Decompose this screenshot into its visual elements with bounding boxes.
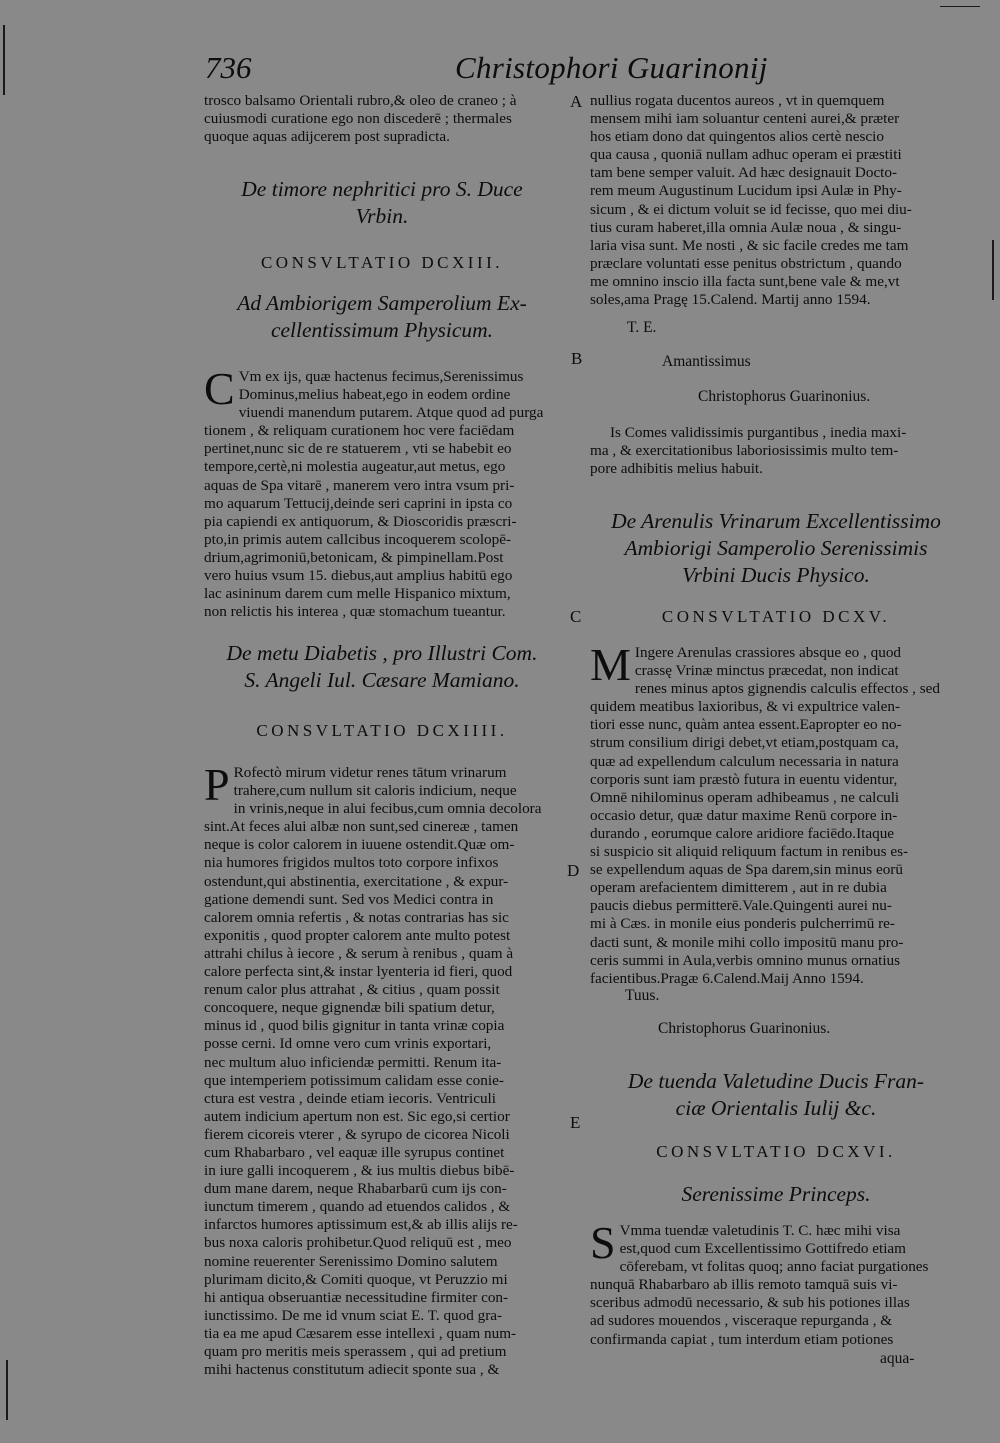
text-line: paucis diebus permitterē.Vale.Quingenti aurei nu- <box>590 897 892 915</box>
consultation-heading: CONSVLTATIO DCXIIII. <box>256 721 508 740</box>
text-line: ostendunt,qui abstinentia, exercitatione , & expur- <box>204 872 509 890</box>
text-line: autem indicium apertum non est. Sic ego,si certior <box>204 1107 510 1125</box>
text-line: corporis sunt iam præstò futura in euentu videntur, <box>590 770 898 788</box>
text-line: in vrinis,neque in alui fecibus,cum omnia decolora <box>233 800 542 818</box>
text-line: Dominus,melius habeat,ego in eodem ordine <box>238 386 511 404</box>
text-line: operam arefacientem dimitterem , aut in re dubia <box>590 879 887 897</box>
text-line: dacti sunt, & monile mihi collo impositū manu pro- <box>590 933 904 951</box>
text-line: qua causa , quoniā nullam adhuc operam ei præstiti <box>590 146 902 164</box>
text-line: Rofectò mirum videtur renes tātum vrinarum <box>233 764 507 781</box>
section-614-body <box>204 759 560 1379</box>
text-line: iunctum timerem , quando ad etuendos calidos , & <box>204 1198 511 1216</box>
text-line: tiori esse nunc, quàm antea essent.Eapropter eo no- <box>590 716 902 734</box>
drop-cap: S <box>590 1217 616 1268</box>
left-column <box>204 92 560 146</box>
text-line: ad sudores mouendos , visceraque repurganda , & <box>590 1312 893 1330</box>
section-title-line: De metu Diabetis , pro Illustri Com. <box>226 641 538 665</box>
text-line: nomine reuerenter Serenissimo Domino salutem <box>204 1252 498 1270</box>
text-line: trahere,cum nullum sit caloris indicium, neque <box>233 782 517 800</box>
text-line: pto,in primis autem callcibus incoquerem scolopē- <box>204 530 512 548</box>
text-line: in iure galli incoquerem , & ius multis diebus bibē- <box>204 1162 515 1180</box>
text-line: infarctos humores aptissimum est,& ab illis alijs re- <box>204 1216 518 1234</box>
margin-letter-c: C <box>570 607 582 626</box>
text-line: tempore,certè,ni molestia augeatur,aut metus, ego <box>204 458 506 476</box>
margin-letter-a: A <box>570 92 583 111</box>
text-line: se expellendum aquas de Spa darem,sin minus eorū <box>590 861 903 879</box>
section-title-line: Vrbini Ducis Physico. <box>682 563 870 587</box>
text-line: nia humores frigidos multos toto corpore infixos <box>204 854 499 872</box>
text-line: durando , eorumque calore aridiore faciēdo.Itaque <box>590 824 895 842</box>
text-line: non relictis his interea , quæ stomachum tueantur. <box>204 603 506 621</box>
catchword: aqua- <box>880 1350 915 1367</box>
text-line: nunquā Rhabarbaro ab illis remoto tamquā suis vi- <box>590 1276 898 1294</box>
text-line: est,quod cum Excellentissimo Gottifredo etiam <box>619 1240 906 1258</box>
text-line: Ingere Arenulas crassiores absque eo , quod <box>634 644 902 661</box>
text-line: hi antiqua obseruantiæ necessitudine firmiter con- <box>204 1288 509 1306</box>
scan-edge-mark <box>6 1360 8 1420</box>
text-line: nullius rogata ducentos aureos , vt in quemquem <box>590 92 885 109</box>
text-line: cōferebam, vt folitas quoq; anno faciat purgationes <box>619 1258 929 1276</box>
margin-letter-e: E <box>570 1113 581 1132</box>
text-line: viuendi manendum putarem. Atque quod ad purga <box>238 404 544 422</box>
text-line: concoquere, neque gignendæ bili spatium detur, <box>204 999 495 1017</box>
section-615-body <box>590 639 962 988</box>
text-line: ma , & exercitationibus laboriosissimis multo tem- <box>590 442 899 460</box>
text-line: trosco balsamo Orientali rubro,& oleo de craneo ; à <box>204 92 517 109</box>
address-line: Serenissime Princeps. <box>681 1182 871 1206</box>
text-line: attrahi chilus à iecore , & serum à renibus , quam à <box>204 944 514 962</box>
closing-word: Tuus. <box>625 987 660 1004</box>
text-line: nec multum aluo inficiendæ permitti. Renum ita- <box>204 1053 502 1071</box>
section-616-title <box>590 1068 962 1122</box>
text-line: plurimam dicito,& Comiti quoque, vt Peruzzio mi <box>204 1270 508 1288</box>
text-line: drium,agrimoniū,betonicam, & pimpinellam.Post <box>204 548 504 566</box>
section-616-consultation <box>590 1143 962 1161</box>
text-line: iunctissimo. De me id vnum sciat E. T. quod gra- <box>204 1306 503 1324</box>
scan-edge-mark <box>3 25 5 95</box>
section-title-line: Vrbin. <box>355 204 409 228</box>
text-line: fierem cicoreis vterer , & syrupo de cicorea Nicoli <box>204 1125 510 1143</box>
section-title-line: Ambiorigi Samperolio Serenissimis <box>624 536 928 560</box>
text-line: lac asininum darem cum melle Hispanico mixtum, <box>204 585 511 603</box>
scan-edge-mark <box>992 240 994 300</box>
text-line: occasio detur, quæ datur maxime Renū corpore in- <box>590 806 898 824</box>
page-number: 736 <box>205 50 252 85</box>
signature: Christophorus Guarinonius. <box>698 388 871 405</box>
section-613-address <box>204 290 560 344</box>
scan-edge-mark <box>940 6 980 7</box>
text-line: sicum , & ei dictum voluit se id fecisse, quo mei diu- <box>590 200 912 218</box>
text-line: Vm ex ijs, quæ hactenus fecimus,Serenissimus <box>238 368 524 385</box>
text-line: si suspicio sit aliquid reliquum factum in renibus es- <box>590 843 909 861</box>
note-paragraph <box>590 424 962 478</box>
text-line: minus id , quod bilis gignitur in tanta vrinæ copia <box>204 1017 505 1035</box>
text-line: calorem omnia refertis , & notas contrarias has sic <box>204 908 509 926</box>
text-line: pertinet,nunc sic de re statuerem , vti se habebit eo <box>204 440 512 458</box>
section-title-line: ciæ Orientalis Iulij &c. <box>675 1096 877 1120</box>
text-line: me omnino inscio illa facta sunt,bene vale & me,vt <box>590 272 900 290</box>
text-line: soles,ama Pragę 15.Calend. Martij anno 1594. <box>590 291 871 309</box>
text-line: dum mane darem, neque Rhabarbarū cum ijs con- <box>204 1180 507 1198</box>
section-616-address <box>590 1181 962 1208</box>
text-line: pore adhibitis melius habuit. <box>590 460 763 478</box>
text-line: exponitis , quod propter calorem ante multo potest <box>204 926 511 944</box>
text-line: aquas de Spa vitarē , manerem vero intra vsum pri- <box>204 476 515 494</box>
text-line: mihi hactenus constitutum adiecit sponte sua , & <box>204 1361 500 1379</box>
text-line: Vmma tuendæ valetudinis T. C. hæc mihi visa <box>619 1222 901 1239</box>
text-line: posse cerni. Id omne vero cum vrinis exportari, <box>204 1035 492 1053</box>
text-line: mi à Cæs. in monile eius ponderis pulcherrimū re- <box>590 915 895 933</box>
text-line: pia capiendi ex antiquorum, & Dioscoridis præscri- <box>204 512 517 530</box>
section-613-consultation <box>204 254 560 272</box>
text-line: sceribus admodū necessario, & sub his potiones illas <box>590 1294 910 1312</box>
section-614-consultation <box>204 722 560 740</box>
text-line: facientibus.Pragæ 6.Calend.Maij Anno 1594. <box>590 969 864 987</box>
margin-letter-d: D <box>567 861 580 880</box>
text-line: tionem , & reliquam curationem hoc vere faciēdam <box>204 422 515 440</box>
consultation-heading: CONSVLTATIO DCXIII. <box>260 253 504 272</box>
closing-word: Amantissimus <box>662 353 751 370</box>
text-line: laria visa sunt. Me nosti , & sic facile credes me tam <box>590 236 909 254</box>
text-line: mo aquarum Tettucij,deinde seri caprini in ipsta co <box>204 494 513 512</box>
text-line: sint.At feces alui albæ non sunt,sed cinereæ , tamen <box>204 818 519 836</box>
text-line: bus noxa caloris prohibetur.Quod reliquū est , meo <box>204 1234 512 1252</box>
closing-marker: T. E. <box>627 319 657 336</box>
text-line: præclare voluntati esse penitus obstrictum , quando <box>590 254 902 272</box>
text-line: quæ ad expellendum calculum necessaria in natura <box>590 752 899 770</box>
consultation-heading: CONSVLTATIO DCXV. <box>661 607 891 626</box>
text-line: mensem mihi iam soluantur centeni aurei,& præter <box>590 110 900 128</box>
text-line: rem meum Augustinum Lucidum ipsi Aulæ in Phy- <box>590 182 902 200</box>
text-line: ctura est vestra , deinde etiam iecoris. Ventriculi <box>204 1089 496 1107</box>
section-613-title <box>204 176 560 230</box>
running-title: Christophori Guarinonij <box>455 50 768 85</box>
text-line: neque is color calorem in iuuene ostendit.Quæ om- <box>204 836 515 854</box>
text-line: hos etiam dono dat quingentos alios certè nescio <box>590 128 884 146</box>
drop-cap: C <box>204 363 235 414</box>
text-line: ceris summi in Aula,verbis omnino munus ornatius <box>590 951 901 969</box>
section-616-body <box>590 1217 962 1349</box>
text-line: gatione demendi sunt. Sed vos Medici contra in <box>204 890 494 908</box>
text-line: tius curam haberet,illa omnia Aulæ noua , & singu- <box>590 218 902 236</box>
section-615-consultation <box>590 608 962 626</box>
text-line: crassę Vrinæ minctus præcedat, non indicat <box>634 662 899 680</box>
section-title-line: S. Angeli Iul. Cæsare Mamiano. <box>244 668 520 692</box>
address-line: Ad Ambiorigem Samperolium Ex- <box>237 291 527 315</box>
section-title-line: De timore nephritici pro S. Duce <box>241 177 523 201</box>
text-line: vero huius vsum 15. diebus,aut amplius habitū ego <box>204 567 513 585</box>
address-line: cellentissimum Physicum. <box>270 318 494 342</box>
text-line: quam pro meritis meis sperassem , qui ad pretium <box>204 1343 507 1360</box>
text-line: quoque aquas adijcerem post supradicta. <box>204 128 450 146</box>
drop-cap: M <box>590 639 631 690</box>
text-line: tam bene semper valuit. Ad hæc designauit Docto- <box>590 164 898 182</box>
right-column-continuation <box>590 92 962 309</box>
consultation-heading: CONSVLTATIO DCXVI. <box>656 1142 896 1161</box>
section-613-body <box>204 363 560 621</box>
text-line: cum Rhabarbaro , vel eaquæ ille syrupus continet <box>204 1143 505 1161</box>
text-line: que intemperiem potissimum calidam esse conie- <box>204 1071 504 1089</box>
signature: Christophorus Guarinonius. <box>658 1020 831 1037</box>
text-line: Is Comes validissimis purgantibus , inedia maxi- <box>610 424 907 441</box>
margin-letter-b: B <box>571 349 583 368</box>
text-line: renum calor plus attrahat , & citius , quam possit <box>204 981 500 999</box>
section-title-line: De tuenda Valetudine Ducis Fran- <box>627 1069 925 1093</box>
text-line: tia ea me apud Cæsarem esse intellexi , quam num- <box>204 1324 517 1342</box>
section-615-title <box>590 508 962 589</box>
section-title-line: De Arenulis Vrinarum Excellentissimo <box>611 509 941 533</box>
text-line: confirmanda capiat , tum interdum etiam potiones <box>590 1330 894 1348</box>
text-line: cuiusmodi curatione ego non discederē ; thermales <box>204 110 512 128</box>
text-line: strum consilium dirigi debet,vt etiam,postquam ca, <box>590 734 899 752</box>
text-line: quidem meatibus laxioribus, & vi expultrice valen- <box>590 698 901 716</box>
text-line: renes minus aptos gignendis calculis effectos , sed <box>634 680 940 698</box>
drop-cap: P <box>204 759 230 810</box>
text-line: Omnē nihilominus operam adhibeamus , ne calculi <box>590 788 900 806</box>
text-line: calore perfecta sint,& instar lyenteria id fieri, quod <box>204 963 513 981</box>
section-614-title <box>204 640 560 694</box>
